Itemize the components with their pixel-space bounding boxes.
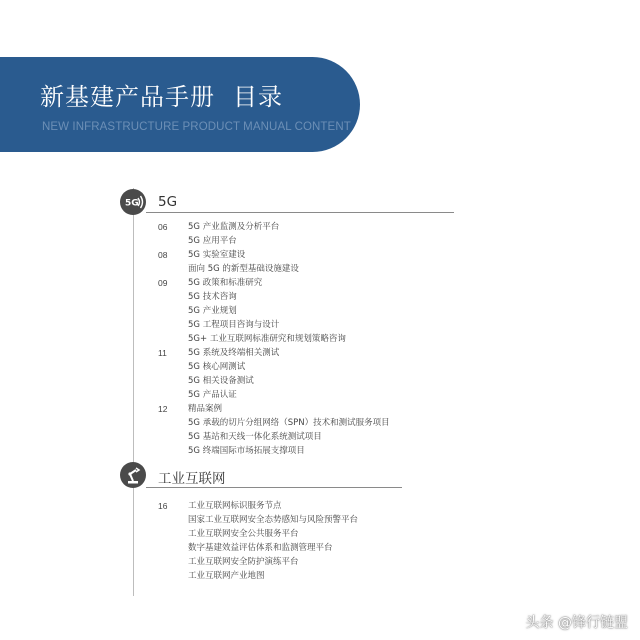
list-item: 5G 工程项目咨询与设计 [188,320,280,330]
list-item: 5G 产品认证 [188,390,237,400]
list-item: 工业互联网标识服务节点 [188,501,282,511]
list-item: 5G 终端国际市场拓展支撑项目 [188,446,305,456]
list-item: 5G 系统及终端相关测试 [188,348,280,358]
svg-text:5G: 5G [125,198,139,209]
page-title [40,77,283,112]
list-item: 5G 实验室建设 [188,250,246,260]
page-subtitle: NEW INFRASTRUCTURE PRODUCT MANUAL CONTENT [42,121,351,133]
list-item: 5G 承载的切片分组网络（SPN）技术和测试服务项目 [188,418,390,428]
section-title-5g: 5G [158,194,178,210]
page-number: 08 [158,250,168,260]
list-item: 5G+ 工业互联网标准研究和规划策略咨询 [188,334,346,344]
list-item: 5G 应用平台 [188,236,237,246]
list-item: 工业互联网产业地图 [188,571,265,581]
section-divider [146,212,454,213]
section-divider [146,487,402,488]
list-item: 面向 5G 的新型基础设施建设 [188,264,299,274]
list-item: 5G 基站和天线一体化系统测试项目 [188,432,322,442]
page-number: 16 [158,501,168,511]
list-item: 5G 政策和标准研究 [188,278,263,288]
list-item: 5G 产业规划 [188,306,237,316]
title-suffix: 目录 [233,83,283,111]
timeline-line [133,188,134,596]
list-item: 工业互联网安全公共服务平台 [188,529,299,539]
title-main: 新基建产品手册 [40,83,215,111]
page-number: 11 [158,348,167,358]
page-number: 06 [158,222,168,232]
list-item: 国家工业互联网安全态势感知与风险预警平台 [188,515,359,525]
list-item: 5G 产业监测及分析平台 [188,222,280,232]
section-title-industrial-internet: 工业互联网 [158,471,226,487]
list-item: 5G 相关设备测试 [188,376,254,386]
5g-signal-icon [120,189,146,215]
list-item: 5G 核心网测试 [188,362,246,372]
page-number: 09 [158,278,168,288]
robot-arm-icon [120,462,146,488]
list-item: 5G 技术咨询 [188,292,237,302]
watermark: 头条 @锋行链盟 [525,615,628,631]
list-item: 精品案例 [188,404,223,414]
page-number: 12 [158,404,168,414]
list-item: 工业互联网安全防护演练平台 [188,557,299,567]
list-item: 数字基建效益评估体系和监测管理平台 [188,543,333,553]
